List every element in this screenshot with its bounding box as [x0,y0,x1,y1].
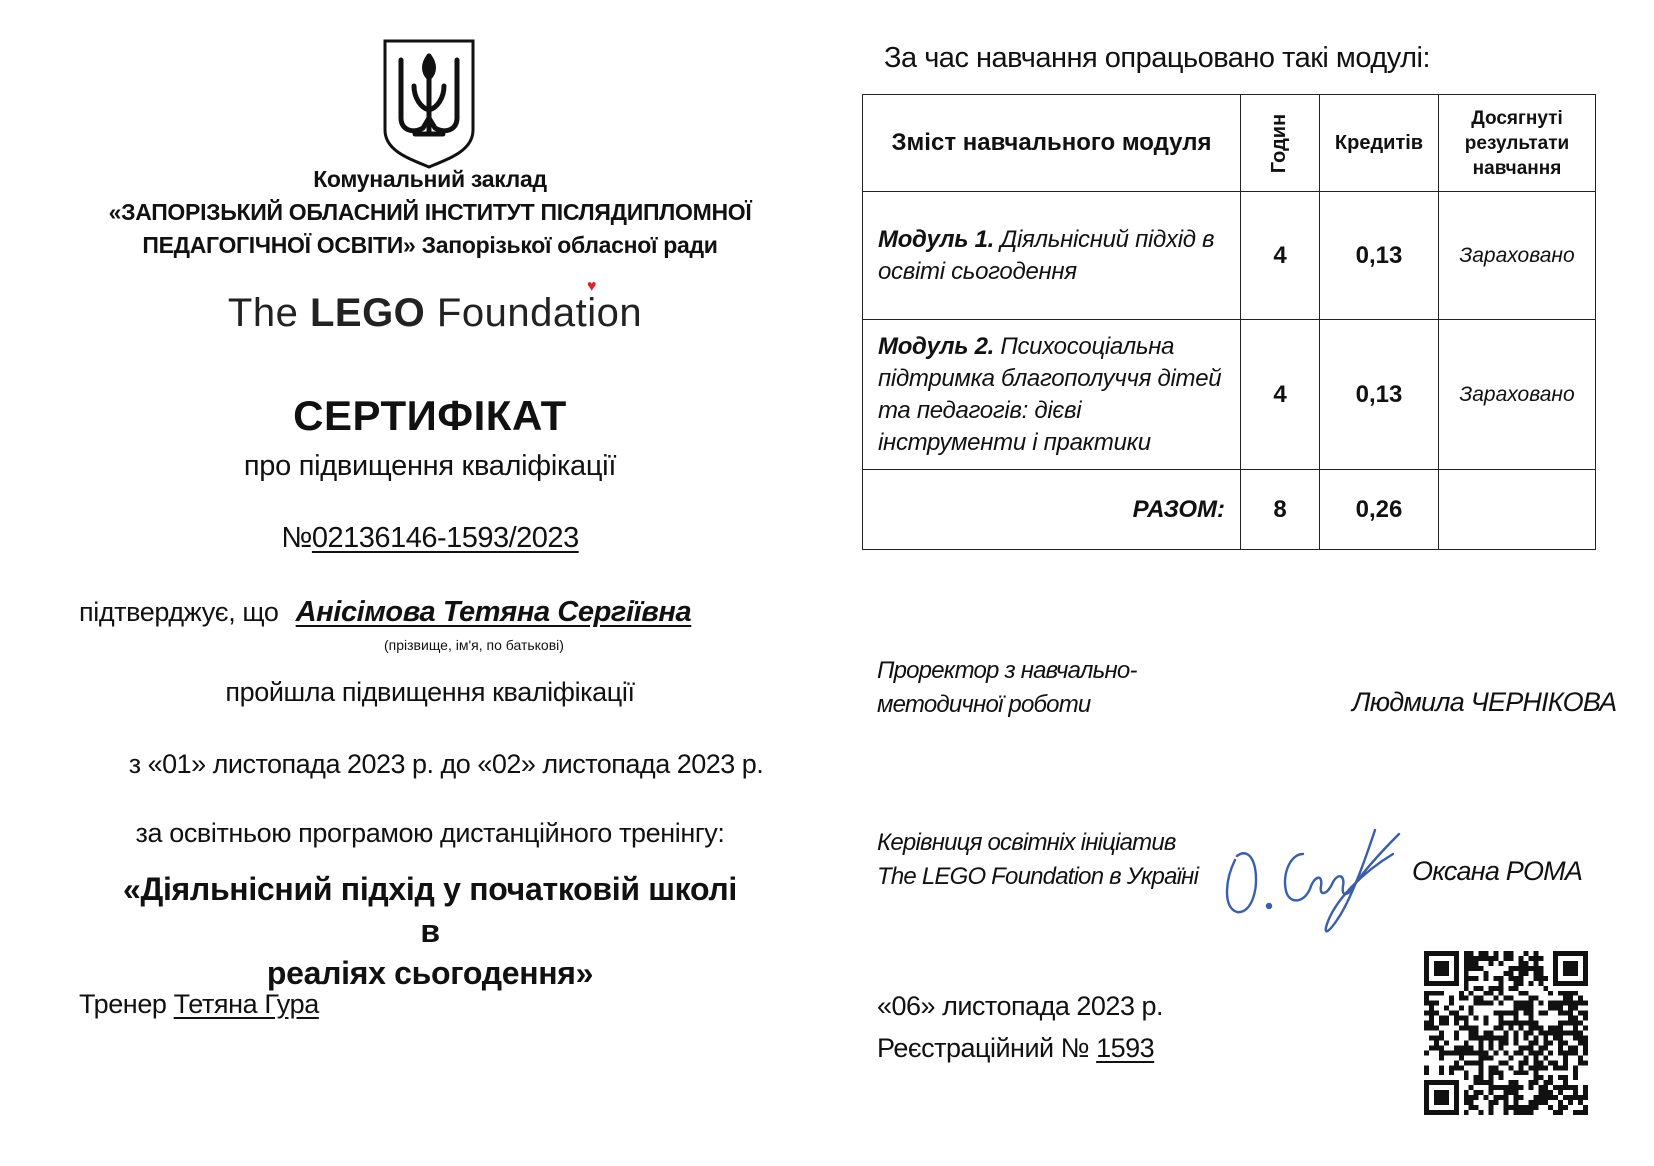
credits-cell: 0,13 [1320,320,1439,470]
table-row [863,320,1596,470]
passed-text: пройшла підвищення кваліфікації [225,677,635,707]
vice-rector-role: Проректор з навчально- методичної роботи [877,657,1137,718]
institution-line-1: Комунальний заклад [313,166,547,192]
handwritten-signature [1215,820,1405,942]
table-header-row [863,95,1596,192]
hours-cell: 4 [1241,320,1320,470]
module-cell: Модуль 2. Психосоціальна підтримка благополуччя дітей та педагогів: дієві інструменти і практики [863,320,1241,470]
total-label: РАЗОМ: [863,470,1241,550]
lego-coordinator-role: Керівниця освітніх ініціатив The LEGO Foundation в Україні [877,829,1199,890]
total-hours: 8 [1241,470,1320,550]
modules-table [862,94,1596,550]
coat-of-arms-icon [381,38,477,170]
qr-code-icon [1424,950,1588,1116]
header-content: Зміст навчального модуля [863,95,1241,192]
credits-cell: 0,13 [1320,192,1439,320]
person-name: Анісімова Тетяна Сергіївна [295,596,692,628]
heart-icon: ♥ [586,278,597,295]
lego-foundation-logo: The LEGO Foundati ♥ on [227,278,643,335]
certificate-title: СЕРТИФІКАТ [293,392,567,439]
issue-block [877,985,1163,1069]
trainer-line: Тренер Тетяна Гура [79,989,319,1019]
total-credits: 0,26 [1320,470,1439,550]
total-row [863,470,1596,550]
header-hours: Годин [1241,95,1320,192]
lego-coordinator-name: Оксана РОМА [1412,856,1583,886]
registration-number: Реєстраційний № 1593 [877,1033,1155,1063]
confirms-line: підтверджує, що Анісімова Тетяна Сергіївна [79,596,692,628]
issue-date: «06» листопада 2023 р. [877,991,1163,1021]
result-cell: Зараховано [1439,192,1596,320]
table-row [863,192,1596,320]
result-cell: Зараховано [1439,320,1596,470]
institution-line-3: ПЕДАГОГІЧНОЇ ОСВІТИ» Запорізької обласної ради [142,232,718,258]
certificate-number: №02136146-1593/2023 [281,522,579,554]
hours-cell: 4 [1241,192,1320,320]
modules-intro: За час навчання опрацьовано такі модулі: [884,42,1431,74]
training-dates: з «01» листопада 2023 р. до «02» листопада 2023 р. [128,749,764,779]
vice-rector-name: Людмила ЧЕРНІКОВА [1352,687,1617,717]
certificate-subtitle: про підвищення кваліфікації [243,450,617,482]
header-results: Досягнуті результати навчання [1439,95,1596,192]
trainer-name: Тетяна Гура [173,989,319,1019]
program-title: «Діяльнісний підхід у початковій школі в реаліях сьогодення» [122,871,738,991]
module-cell: Модуль 1. Діяльнісний підхід в освіті сьогодення [863,192,1241,320]
institution-line-2: «ЗАПОРІЗЬКИЙ ОБЛАСНИЙ ІНСТИТУТ ПІСЛЯДИПЛОМНОЇ [108,199,752,225]
name-hint: (прізвище, ім'я, по батькові) [384,637,564,653]
total-result-empty [1439,470,1596,550]
header-credits: Кредитів [1320,95,1439,192]
program-label: за освітньою програмою дистанційного тренінгу: [135,818,725,848]
